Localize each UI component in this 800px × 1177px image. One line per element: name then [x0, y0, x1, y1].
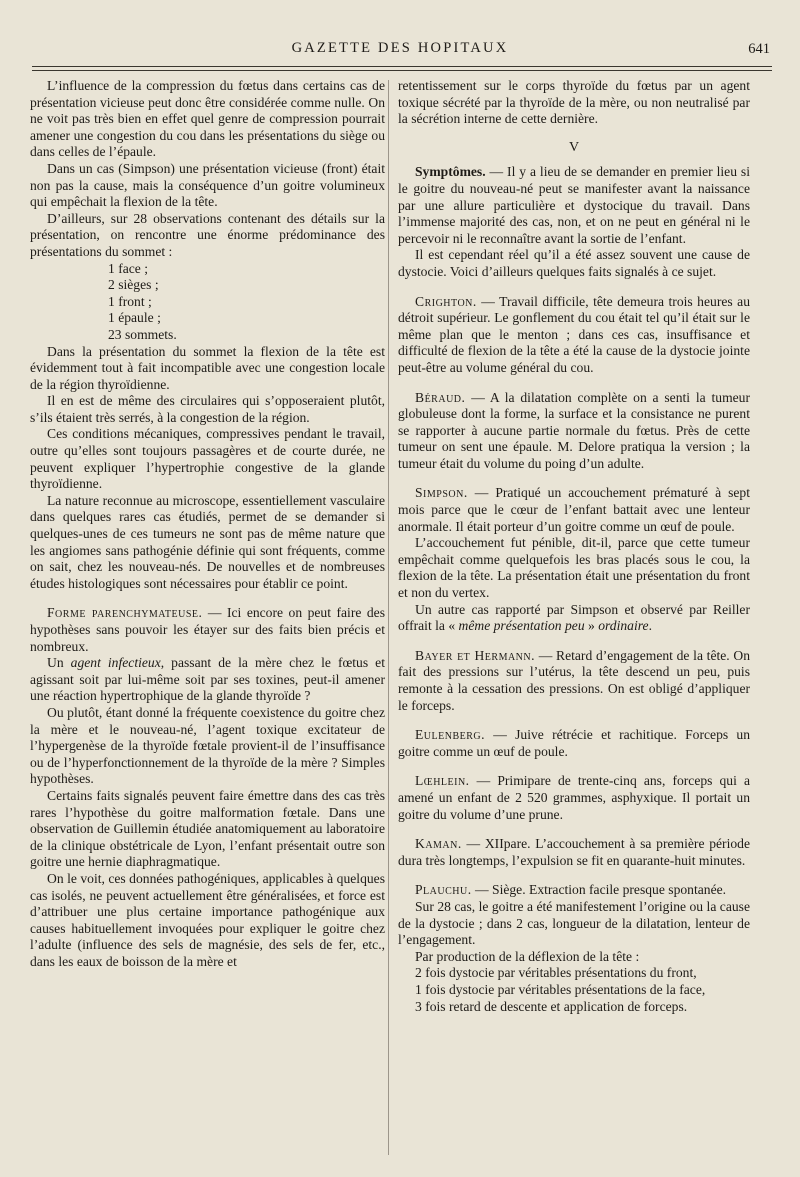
paragraph: Il est cependant réel qu’il a été assez souvent une cause de dystocie. Voici d’ailleurs quelques faits signalés à ce sujet.	[398, 247, 750, 279]
case-entry	[398, 648, 750, 714]
paragraph-text: »	[584, 618, 599, 634]
emphasis: agent infectieux	[70, 655, 161, 671]
paragraph: Il en est de même des circulaires qui s’opposeraient plutôt, s’ils étaient très serrés, à la congestion de la région.	[30, 393, 385, 425]
emphasis: ordinaire	[598, 618, 649, 634]
paragraph-text: , passant de la mère chez le fœtus et agissant soit par lui-même soit par ses toxines, peut-il amener une réaction hypertrophique de la glande thyroïde ?	[30, 655, 385, 704]
header-rule-top	[32, 66, 772, 67]
emphasis: même présentation peu	[458, 618, 585, 634]
paragraph: Ou plutôt, étant donné la fréquente coexistence du goitre chez la mère et le nouveau-né, l’agent toxique excitateur de l’hypergenèse de la thyroïde fœtale provient-il de l’insuffisance ou de l’hyperfonctionnement de la thyroïde de la mère ? Simples hypothèses.	[30, 704, 385, 787]
list-item: 1 épaule ;	[108, 310, 161, 326]
author-name: Eulenberg.	[415, 727, 486, 743]
paragraph: Certains faits signalés peuvent faire émettre dans des cas très rares l’hypothèse du goitre malformation fœtale. Dans une observation de Guillemin étudiée anatomiquement au laboratoire de la clinique obstétricale de Lyon, l’enfant présentait outre son goitre une hernie diaphragmatique.	[30, 787, 385, 870]
paragraph: Dans un cas (Simpson) une présentation vicieuse (front) était non pas la cause, mais la conséquence d’un goitre volumineux qui empêchait la flexion de la tête.	[30, 160, 385, 210]
case-entry	[398, 390, 750, 473]
case-entry	[398, 294, 750, 377]
paragraph-text: — Ici encore on peut faire des hypothèses sans pouvoir les étayer sur des faits bien précis et nombreux.	[30, 605, 385, 654]
section-heading: Symptômes.	[415, 164, 486, 180]
journal-title: GAZETTE DES HOPITAUX	[291, 40, 509, 56]
paragraph-text: — Juive rétrécie et rachitique. Forceps un goitre comme un œuf de poule.	[398, 727, 750, 759]
author-name: Kaman.	[415, 836, 462, 852]
paragraph: Par production de la déflexion de la tête :	[415, 948, 640, 964]
paragraph-text: — Il y a lieu de se demander en premier lieu si le goitre du nouveau-né peut se manifester avant la naissance par une allure particulière et dystocique du travail. Dans l’immense majorité des cas, non, et on ne peut en général ni le percevoir ni le reconnaître avant la sortie de l’enfant.	[398, 164, 750, 246]
list-item: 2 fois dystocie par véritables présentations du front,	[415, 965, 697, 981]
paragraph	[398, 602, 750, 635]
case-entry	[398, 773, 750, 823]
case-entry	[398, 727, 750, 760]
dystocia-summary-list	[398, 965, 750, 1015]
author-name: Lœhlein.	[415, 773, 470, 789]
right-column	[398, 78, 750, 1015]
author-name: Simpson.	[415, 485, 468, 501]
paragraph: L’influence de la compression du fœtus dans certains cas de présentation vicieuse peut donc être considérée comme nulle. On ne voit pas très bien en effet quel genre de compression pourrait amener une congestion du cou dans les présentations du siège ou dans celles de l’épaule.	[30, 78, 385, 160]
paragraph: retentissement sur le corps thyroïde du fœtus par un agent toxique sécrété par la thyroïde de la mère, ou non neutralisé par la sécrétion interne de cette dernière.	[398, 78, 750, 127]
author-name: Béraud.	[415, 389, 466, 405]
paragraph-text: Un	[47, 655, 71, 671]
list-item: 23 sommets.	[108, 326, 177, 342]
list-item: 1 fois dystocie par véritables présentations de la face,	[415, 981, 706, 997]
section-numeral: V	[568, 139, 580, 155]
paragraph: Dans la présentation du sommet la flexion de la tête est évidemment tout à fait incompatible avec une congestion locale de la région thyroïdienne.	[30, 343, 385, 392]
case-entry	[398, 882, 750, 899]
left-column	[30, 78, 385, 970]
paragraph: D’ailleurs, sur 28 observations contenant des détails sur la présentation, on rencontre une énorme prédominance des présentations du sommet :	[30, 210, 385, 259]
paragraph-text: .	[648, 618, 652, 634]
paragraph-text: — Retard d’engagement de la tête. On fait des pressions sur l’utérus, la tête descend un peu, puis remonte à la cessation des pressions. On est obligé d’appliquer le forceps.	[398, 647, 750, 713]
paragraph-text: — Primipare de trente-cinq ans, forceps qui a amené un enfant de 2 520 grammes, asphyxique. Il portait un goitre du volume d’une prune.	[398, 773, 750, 822]
paragraph: L’accouchement fut pénible, dit-il, parce que cette tumeur empêchait comme quelquefois les bras placés sous le cou, la flexion de la tête. La présentation était une présentation du front et non du vertex.	[398, 535, 750, 601]
list-item: 2 sièges ;	[108, 277, 159, 293]
paragraph-text: Un autre cas rapporté par Simpson et observé par Reiller offrait la «	[398, 601, 750, 634]
page-number: 641	[748, 41, 770, 57]
author-name: Bayer et Hermann.	[415, 647, 536, 663]
paragraph: On le voit, ces données pathogéniques, applicables à quelques cas isolés, ne peuvent actuellement être généralisées, et force est d’attribuer une plus certaine importance pathogénique aux causes habituellement invoquées pour expliquer le goitre chez l’adulte (influence des sels de magnésie, des sels de fer, etc., dans les eaux de boisson de la mère et	[30, 870, 385, 969]
paragraph-text: — Pratiqué un accouchement prématuré à sept mois parce que le cœur de l’enfant battait avec une lenteur anormale. Il était porteur d’un goitre comme un œuf de poule.	[398, 485, 750, 534]
paragraph: Sur 28 cas, le goitre a été manifestement l’origine ou la cause de la dystocie ; dans 2 cas, longueur de la dilatation, lenteur de l’engagement.	[398, 898, 750, 948]
section-heading: Forme parenchymateuse.	[47, 605, 203, 621]
case-entry	[398, 485, 750, 535]
paragraph-text: — XIIpare. L’accouchement à sa première période dura très longtemps, l’expulsion se fit en quarante-huit minutes.	[398, 836, 750, 868]
paragraph	[30, 605, 385, 655]
column-divider	[388, 80, 389, 1155]
author-name: Plauchu.	[415, 882, 472, 898]
paragraph	[398, 164, 750, 247]
header-rule-bottom	[32, 70, 772, 71]
paragraph: Ces conditions mécaniques, compressives pendant le travail, outre qu’elles sont toujours passagères et de courte durée, ne peuvent expliquer l’hypertrophie congestive de la glande thyroïdienne.	[30, 426, 385, 492]
paragraph	[30, 655, 385, 705]
paragraph-text: — A la dilatation complète on a senti la tumeur globuleuse dont la forme, la surface et la consistance ne purent se rapporter à aucune partie normale du fœtus. Près de cette tumeur on sent une épaule. M. Delore pratiqua la version ; la tumeur était du volume du poing d’un adulte.	[398, 389, 750, 471]
list-item: 1 front ;	[108, 293, 152, 309]
running-header	[30, 40, 770, 62]
paragraph: La nature reconnue au microscope, essentiellement vasculaire dans quelques rares cas étudiés, permet de se demander si quelques-unes de ces tumeurs ne sont pas de même nature que les angiomes sans pathogénie définie qui sont fréquents, comme on sait, chez les nouveau-nés. De nouvelles et de nombreuses études histologiques sont nécessaires pour établir ce point.	[30, 492, 385, 591]
list-item: 3 fois retard de descente et application de forceps.	[415, 998, 688, 1014]
author-name: Crighton.	[415, 293, 477, 309]
case-entry	[398, 836, 750, 869]
presentation-stats-list	[30, 261, 385, 344]
paragraph-text: — Siège. Extraction facile presque spontanée.	[471, 882, 727, 898]
list-item: 1 face ;	[108, 260, 148, 276]
paragraph-text: — Travail difficile, tête demeura trois heures au détroit supérieur. Le gonflement du cou était tel qu’il était sur le même plan que le menton ; dans ces cas, insuffisance et difficulté de flexion de la tête a été la cause de la dystocie jointe peut-être au volume général du cou.	[398, 293, 750, 375]
